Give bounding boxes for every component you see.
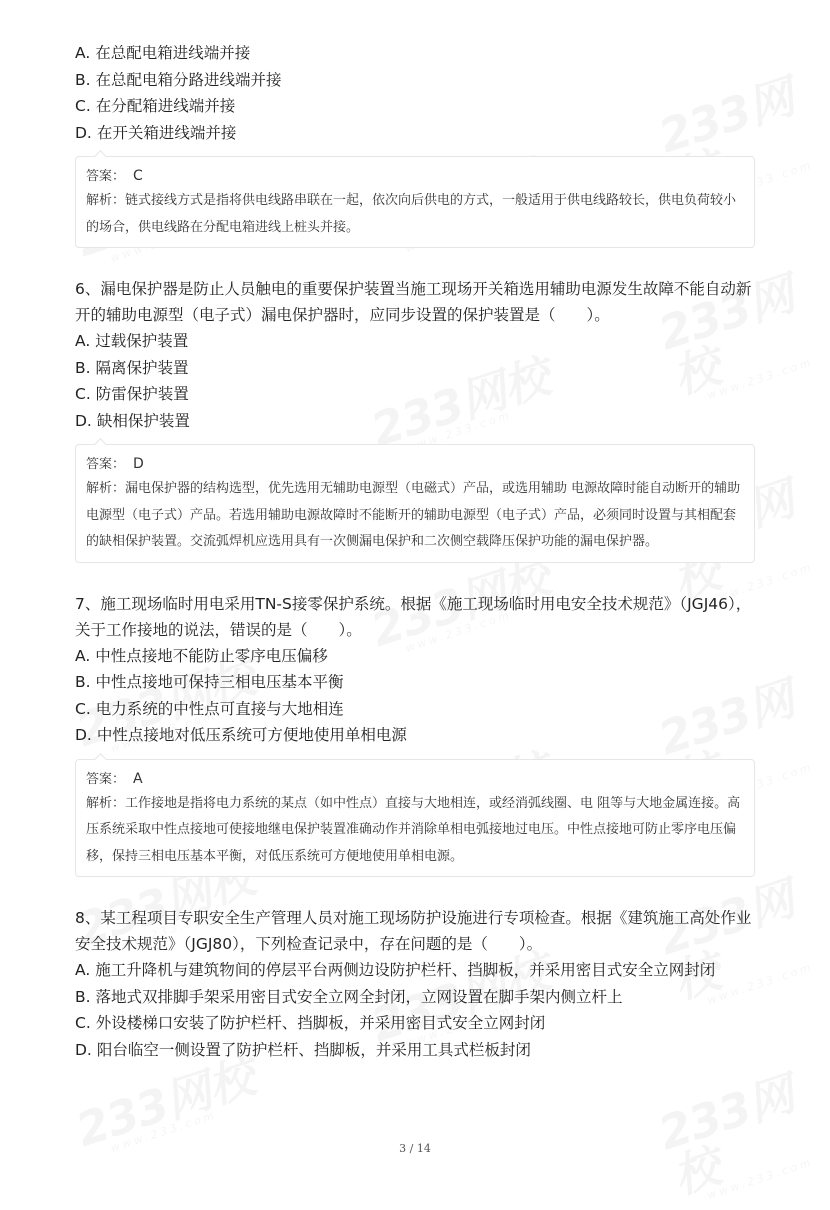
analysis-text: 解析：工作接地是指将电力系统的某点（如中性点）直接与大地相连，或经消弧线圈、电 阻等与大地金属连接。高压系统采取中性点接地可使接地继电保护装置准确动作并消除单相电弧接地过电压。中性点接地可防止零序电压偏移，保持三相电压基本平衡，对低压系统可方便地使用单相电源。 bbox=[86, 795, 741, 864]
option-b: B. 中性点接地可保持三相电压基本平衡 bbox=[75, 673, 344, 691]
option-a: A. 过载保护装置 bbox=[75, 332, 189, 350]
answer-value: C bbox=[133, 168, 143, 184]
question-7 bbox=[75, 591, 755, 878]
option-d: D. 在开关箱进线端并接 bbox=[75, 123, 237, 142]
option-d: D. 缺相保护装置 bbox=[75, 411, 190, 430]
option-a: A. 中性点接地不能防止零序电压偏移 bbox=[75, 646, 328, 665]
question-8 bbox=[75, 905, 755, 1063]
question-5-tail bbox=[75, 40, 755, 248]
option-b: B. 隔离保护装置 bbox=[75, 358, 189, 377]
options-list bbox=[75, 643, 755, 749]
option-c: C. 防雷保护装置 bbox=[75, 385, 189, 403]
answer-box bbox=[75, 759, 755, 878]
answer-line bbox=[86, 768, 744, 791]
answer-line bbox=[86, 453, 744, 476]
answer-box bbox=[75, 444, 755, 563]
question-stem: 8、某工程项目专职安全生产管理人员对施工现场防护设施进行专项检查。根据《建筑施工高处作业安全技术规范》（JGJ80），下列检查记录中，存在问题的是（ ）。 bbox=[75, 909, 752, 953]
answer-label: 答案： bbox=[86, 457, 126, 472]
option-c: C. 外设楼梯口安装了防护栏杆、挡脚板，并采用密目式安全立网封闭 bbox=[75, 1014, 546, 1032]
analysis-text: 解析：链式接线方式是指将供电线路串联在一起，依次向后供电的方式，一般适用于供电线路较长，供电负荷较小的场合，供电线路在分配电箱进线上桩头并接。 bbox=[86, 193, 737, 235]
question-stem: 6、漏电保护器是防止人员触电的重要保护装置当施工现场开关箱选用辅助电源发生故障不能自动新开的辅助电源型（电子式）漏电保护器时，应同步设置的保护装置是（ ）。 bbox=[75, 280, 752, 324]
options-list bbox=[75, 957, 755, 1063]
option-c: C. 电力系统的中性点可直接与大地相连 bbox=[75, 699, 344, 718]
option-d: D. 阳台临空一侧设置了防护栏杆、挡脚板，并采用工具式栏板封闭 bbox=[75, 1040, 531, 1059]
option-c: C. 在分配箱进线端并接 bbox=[75, 97, 236, 115]
question-6 bbox=[75, 276, 755, 563]
option-a: A. 施工升降机与建筑物间的停层平台两侧边设防护栏杆、挡脚板，并采用密目式安全立网封闭 bbox=[75, 961, 716, 979]
answer-value: D bbox=[133, 456, 144, 472]
analysis-text: 解析：漏电保护器的结构选型，优先选用无辅助电源型（电磁式）产品，或选用辅助 电源故障时能自动断开的辅助电源型（电子式）产品。若选用辅助电源故障时不能断开的辅助电源型（电子式）产品，必须同时设置与其相配套的缺相保护装置。交流弧焊机应选用具有一次侧漏电保护和二次侧空载降压保护功能的漏电保护器。 bbox=[86, 481, 741, 549]
option-b: B. 在总配电箱分路进线端并接 bbox=[75, 70, 282, 89]
watermark-logo bbox=[653, 1062, 830, 1209]
options-list bbox=[75, 328, 755, 434]
answer-label: 答案： bbox=[86, 169, 126, 184]
question-stem: 7、施工现场临时用电采用TN-S接零保护系统。根据《施工现场临时用电安全技术规范》（JGJ46），关于工作接地的说法，错误的是（ ）。 bbox=[75, 594, 752, 639]
option-a: A. 在总配电箱进线端并接 bbox=[75, 44, 251, 62]
answer-line bbox=[86, 165, 744, 188]
answer-label: 答案： bbox=[86, 771, 126, 787]
page-number: 3 / 14 bbox=[399, 1142, 431, 1155]
option-d: D. 中性点接地对低压系统可方便地使用单相电源 bbox=[75, 726, 407, 744]
page-content bbox=[75, 40, 755, 1063]
answer-value: A bbox=[133, 770, 143, 787]
option-b: B. 落地式双排脚手架采用密目式安全立网全封闭，立网设置在脚手架内侧立杆上 bbox=[75, 987, 623, 1006]
options-list bbox=[75, 40, 755, 146]
answer-box bbox=[75, 156, 755, 248]
